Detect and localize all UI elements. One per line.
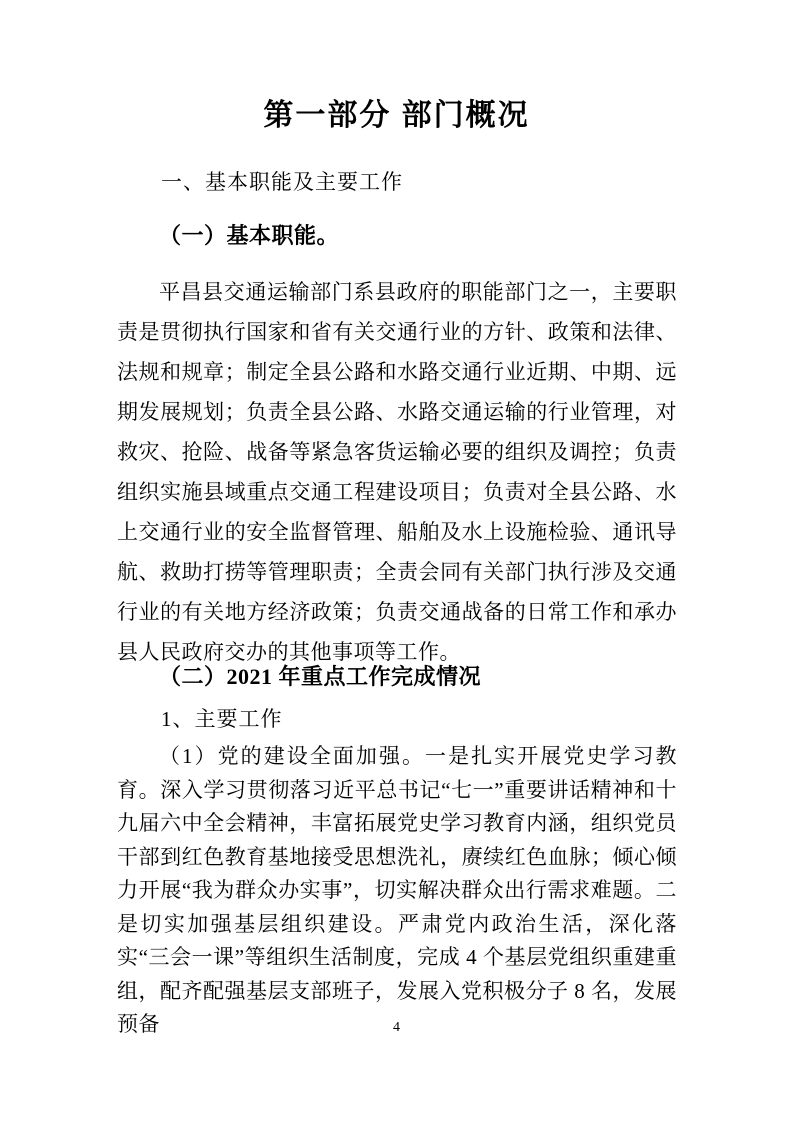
- subheading-main-work: 1、主要工作: [161, 707, 283, 731]
- heading-basic-functions-and-main-work: 一、基本职能及主要工作: [161, 171, 403, 194]
- document-title: 第一部分 部门概况: [263, 99, 530, 132]
- paragraph-party-building: （1）党的建设全面加强。一是扎实开展党史学习教育。深入学习贯彻落习近平总书记“七一”重要讲话精神和十九届六中全会精神，丰富拓展党史学习教育内涵，组织党员干部到红色教育基地接受思想洗礼，赓续红色血脉；倾心倾力开展“我为群众办实事”，切实解决群众出行需求难题。二是切实加强基层组织建设。严肃党内政治生活，深化落实“三会一课”等组织生活制度，完成 4 个基层党组织重建重组，配齐配强基层支部班子，发展入党积极分子 8 名，发展预备: [117, 744, 677, 1036]
- heading-2021-key-work-completion: （二）2021 年重点工作完成情况: [159, 664, 482, 689]
- paragraph-basic-functions: 平昌县交通运输部门系县政府的职能部门之一，主要职责是贯彻执行国家和省有关交通行业的方针、政策和法律、法规和规章；制定全县公路和水路交通行业近期、中期、远期发展规划；负责全县公路、水路交通运输的行业管理，对救灾、抢险、战备等紧急客货运输必要的组织及调控；负责组织实施县域重点交通工程建设项目；负责对全县公路、水上交通行业的安全监督管理、船舶及水上设施检验、通讯导航、救助打捞等管理职责；全责会同有关部门执行涉及交通行业的有关地方经济政策；负责交通战备的日常工作和承办县人民政府交办的其他事项等工作。: [117, 280, 677, 664]
- heading-basic-functions: （一）基本职能。: [159, 223, 340, 248]
- page-number: 4: [393, 1020, 400, 1035]
